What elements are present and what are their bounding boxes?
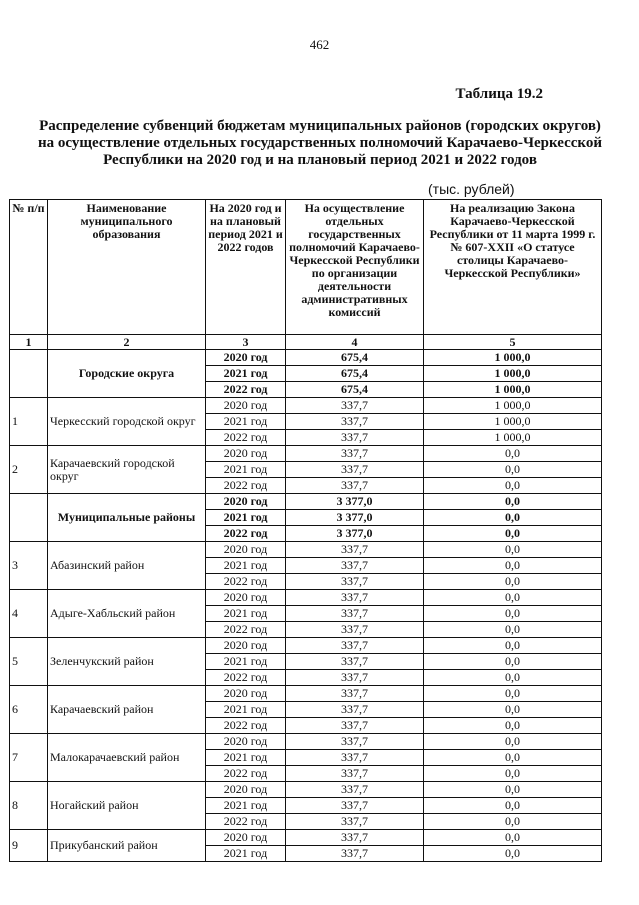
- table-row: [10, 350, 602, 366]
- period-year: 2022 год: [206, 670, 286, 686]
- period-year: 2021 год: [206, 414, 286, 430]
- municipality-name: Черкесский городской округ: [48, 398, 206, 446]
- period-year: 2020 год: [206, 398, 286, 414]
- row-number: 7: [10, 734, 48, 782]
- period-year: 2022 год: [206, 430, 286, 446]
- capital-status-value: 0,0: [424, 686, 602, 702]
- column-number: 2: [48, 335, 206, 350]
- row-number: 4: [10, 590, 48, 638]
- table-row: [10, 542, 602, 558]
- admin-commissions-value: 337,7: [286, 542, 424, 558]
- period-year: 2022 год: [206, 574, 286, 590]
- period-year: 2022 год: [206, 622, 286, 638]
- admin-commissions-value: 337,7: [286, 686, 424, 702]
- municipality-name: Городские округа: [48, 350, 206, 398]
- row-number: [10, 350, 48, 398]
- capital-status-value: 0,0: [424, 766, 602, 782]
- admin-commissions-value: 337,7: [286, 606, 424, 622]
- capital-status-value: 1 000,0: [424, 430, 602, 446]
- row-number: 2: [10, 446, 48, 494]
- subvention-table: [9, 199, 602, 862]
- period-year: 2021 год: [206, 702, 286, 718]
- capital-status-value: 0,0: [424, 798, 602, 814]
- table-row: [10, 446, 602, 462]
- period-year: 2022 год: [206, 382, 286, 398]
- period-year: 2020 год: [206, 542, 286, 558]
- period-year: 2020 год: [206, 734, 286, 750]
- period-year: 2022 год: [206, 814, 286, 830]
- header-num: № п/п: [10, 200, 48, 335]
- period-year: 2022 год: [206, 478, 286, 494]
- admin-commissions-value: 337,7: [286, 766, 424, 782]
- column-number: 3: [206, 335, 286, 350]
- period-year: 2021 год: [206, 510, 286, 526]
- capital-status-value: 0,0: [424, 702, 602, 718]
- admin-commissions-value: 337,7: [286, 430, 424, 446]
- period-year: 2021 год: [206, 558, 286, 574]
- capital-status-value: 0,0: [424, 654, 602, 670]
- capital-status-value: 1 000,0: [424, 382, 602, 398]
- period-year: 2020 год: [206, 494, 286, 510]
- capital-status-value: 0,0: [424, 782, 602, 798]
- capital-status-value: 0,0: [424, 622, 602, 638]
- column-number: 1: [10, 335, 48, 350]
- municipality-name: Абазинский район: [48, 542, 206, 590]
- admin-commissions-value: 675,4: [286, 366, 424, 382]
- period-year: 2022 год: [206, 526, 286, 542]
- header-col5: На реализацию Закона Карачаево-Черкесской Республики от 11 марта 1999 г. № 607-XXII «О статусе столицы Карачаево-Черкесской Республики»: [424, 200, 602, 335]
- capital-status-value: 0,0: [424, 574, 602, 590]
- capital-status-value: 0,0: [424, 830, 602, 846]
- admin-commissions-value: 337,7: [286, 590, 424, 606]
- period-year: 2020 год: [206, 590, 286, 606]
- municipality-name: Адыге-Хабльский район: [48, 590, 206, 638]
- admin-commissions-value: 337,7: [286, 638, 424, 654]
- row-number: 6: [10, 686, 48, 734]
- table-row: [10, 398, 602, 414]
- period-year: 2020 год: [206, 446, 286, 462]
- admin-commissions-value: 337,7: [286, 558, 424, 574]
- admin-commissions-value: 675,4: [286, 350, 424, 366]
- table-row: [10, 590, 602, 606]
- period-year: 2021 год: [206, 606, 286, 622]
- period-year: 2020 год: [206, 638, 286, 654]
- row-number: [10, 494, 48, 542]
- period-year: 2021 год: [206, 366, 286, 382]
- period-year: 2021 год: [206, 750, 286, 766]
- capital-status-value: 0,0: [424, 558, 602, 574]
- admin-commissions-value: 337,7: [286, 574, 424, 590]
- table-row: [10, 686, 602, 702]
- municipality-name: Зеленчукский район: [48, 638, 206, 686]
- capital-status-value: 1 000,0: [424, 398, 602, 414]
- period-year: 2021 год: [206, 798, 286, 814]
- admin-commissions-value: 337,7: [286, 718, 424, 734]
- capital-status-value: 0,0: [424, 734, 602, 750]
- capital-status-value: 0,0: [424, 478, 602, 494]
- period-year: 2021 год: [206, 462, 286, 478]
- municipality-name: Карачаевский район: [48, 686, 206, 734]
- capital-status-value: 0,0: [424, 542, 602, 558]
- admin-commissions-value: 337,7: [286, 750, 424, 766]
- table-row: [10, 782, 602, 798]
- admin-commissions-value: 337,7: [286, 654, 424, 670]
- capital-status-value: 0,0: [424, 670, 602, 686]
- admin-commissions-value: 337,7: [286, 414, 424, 430]
- municipality-name: Ногайский район: [48, 782, 206, 830]
- admin-commissions-value: 3 377,0: [286, 526, 424, 542]
- capital-status-value: 0,0: [424, 446, 602, 462]
- capital-status-value: 0,0: [424, 606, 602, 622]
- header-year: На 2020 год и на плановый период 2021 и 2022 годов: [206, 200, 286, 335]
- admin-commissions-value: 337,7: [286, 446, 424, 462]
- admin-commissions-value: 337,7: [286, 398, 424, 414]
- period-year: 2021 год: [206, 846, 286, 862]
- municipality-name: Прикубанский район: [48, 830, 206, 862]
- header-name: Наименование муниципального образования: [48, 200, 206, 335]
- admin-commissions-value: 337,7: [286, 814, 424, 830]
- table-row: [10, 734, 602, 750]
- header-col4: На осуществление отдельных государственных полномочий Карачаево-Черкесской Республики по организации деятельности административных комиссий: [286, 200, 424, 335]
- admin-commissions-value: 337,7: [286, 734, 424, 750]
- municipality-name: Малокарачаевский район: [48, 734, 206, 782]
- table-body: [10, 350, 602, 862]
- admin-commissions-value: 337,7: [286, 782, 424, 798]
- row-number: 8: [10, 782, 48, 830]
- document-title: Распределение субвенций бюджетам муниципальных районов (городских округов) на осуществление отдельных государственных полномочий Карачаево-Черкесской Республики на 2020 год и на плановый период 2021 и 2022 годов: [37, 118, 603, 168]
- municipality-name: Карачаевский городской округ: [48, 446, 206, 494]
- capital-status-value: 0,0: [424, 494, 602, 510]
- row-number: 1: [10, 398, 48, 446]
- capital-status-value: 0,0: [424, 718, 602, 734]
- admin-commissions-value: 337,7: [286, 462, 424, 478]
- period-year: 2020 год: [206, 350, 286, 366]
- row-number: 5: [10, 638, 48, 686]
- admin-commissions-value: 675,4: [286, 382, 424, 398]
- capital-status-value: 0,0: [424, 814, 602, 830]
- units-label: (тыс. рублей): [428, 181, 515, 197]
- admin-commissions-value: 337,7: [286, 670, 424, 686]
- column-number: 4: [286, 335, 424, 350]
- capital-status-value: 0,0: [424, 510, 602, 526]
- admin-commissions-value: 337,7: [286, 846, 424, 862]
- admin-commissions-value: 337,7: [286, 830, 424, 846]
- row-number: 9: [10, 830, 48, 862]
- admin-commissions-value: 337,7: [286, 702, 424, 718]
- admin-commissions-value: 337,7: [286, 798, 424, 814]
- capital-status-value: 0,0: [424, 846, 602, 862]
- page-number: 462: [309, 37, 330, 52]
- row-number: 3: [10, 542, 48, 590]
- capital-status-value: 0,0: [424, 638, 602, 654]
- table-label: Таблица 19.2: [455, 86, 543, 102]
- admin-commissions-value: 3 377,0: [286, 494, 424, 510]
- capital-status-value: 0,0: [424, 750, 602, 766]
- municipality-name: Муниципальные районы: [48, 494, 206, 542]
- capital-status-value: 0,0: [424, 462, 602, 478]
- capital-status-value: 1 000,0: [424, 414, 602, 430]
- capital-status-value: 1 000,0: [424, 366, 602, 382]
- period-year: 2021 год: [206, 654, 286, 670]
- table-row: [10, 494, 602, 510]
- period-year: 2022 год: [206, 718, 286, 734]
- period-year: 2022 год: [206, 766, 286, 782]
- column-number: 5: [424, 335, 602, 350]
- table-row: [10, 638, 602, 654]
- admin-commissions-value: 3 377,0: [286, 510, 424, 526]
- capital-status-value: 1 000,0: [424, 350, 602, 366]
- capital-status-value: 0,0: [424, 590, 602, 606]
- period-year: 2020 год: [206, 830, 286, 846]
- period-year: 2020 год: [206, 686, 286, 702]
- table-row: [10, 830, 602, 846]
- capital-status-value: 0,0: [424, 526, 602, 542]
- admin-commissions-value: 337,7: [286, 622, 424, 638]
- admin-commissions-value: 337,7: [286, 478, 424, 494]
- period-year: 2020 год: [206, 782, 286, 798]
